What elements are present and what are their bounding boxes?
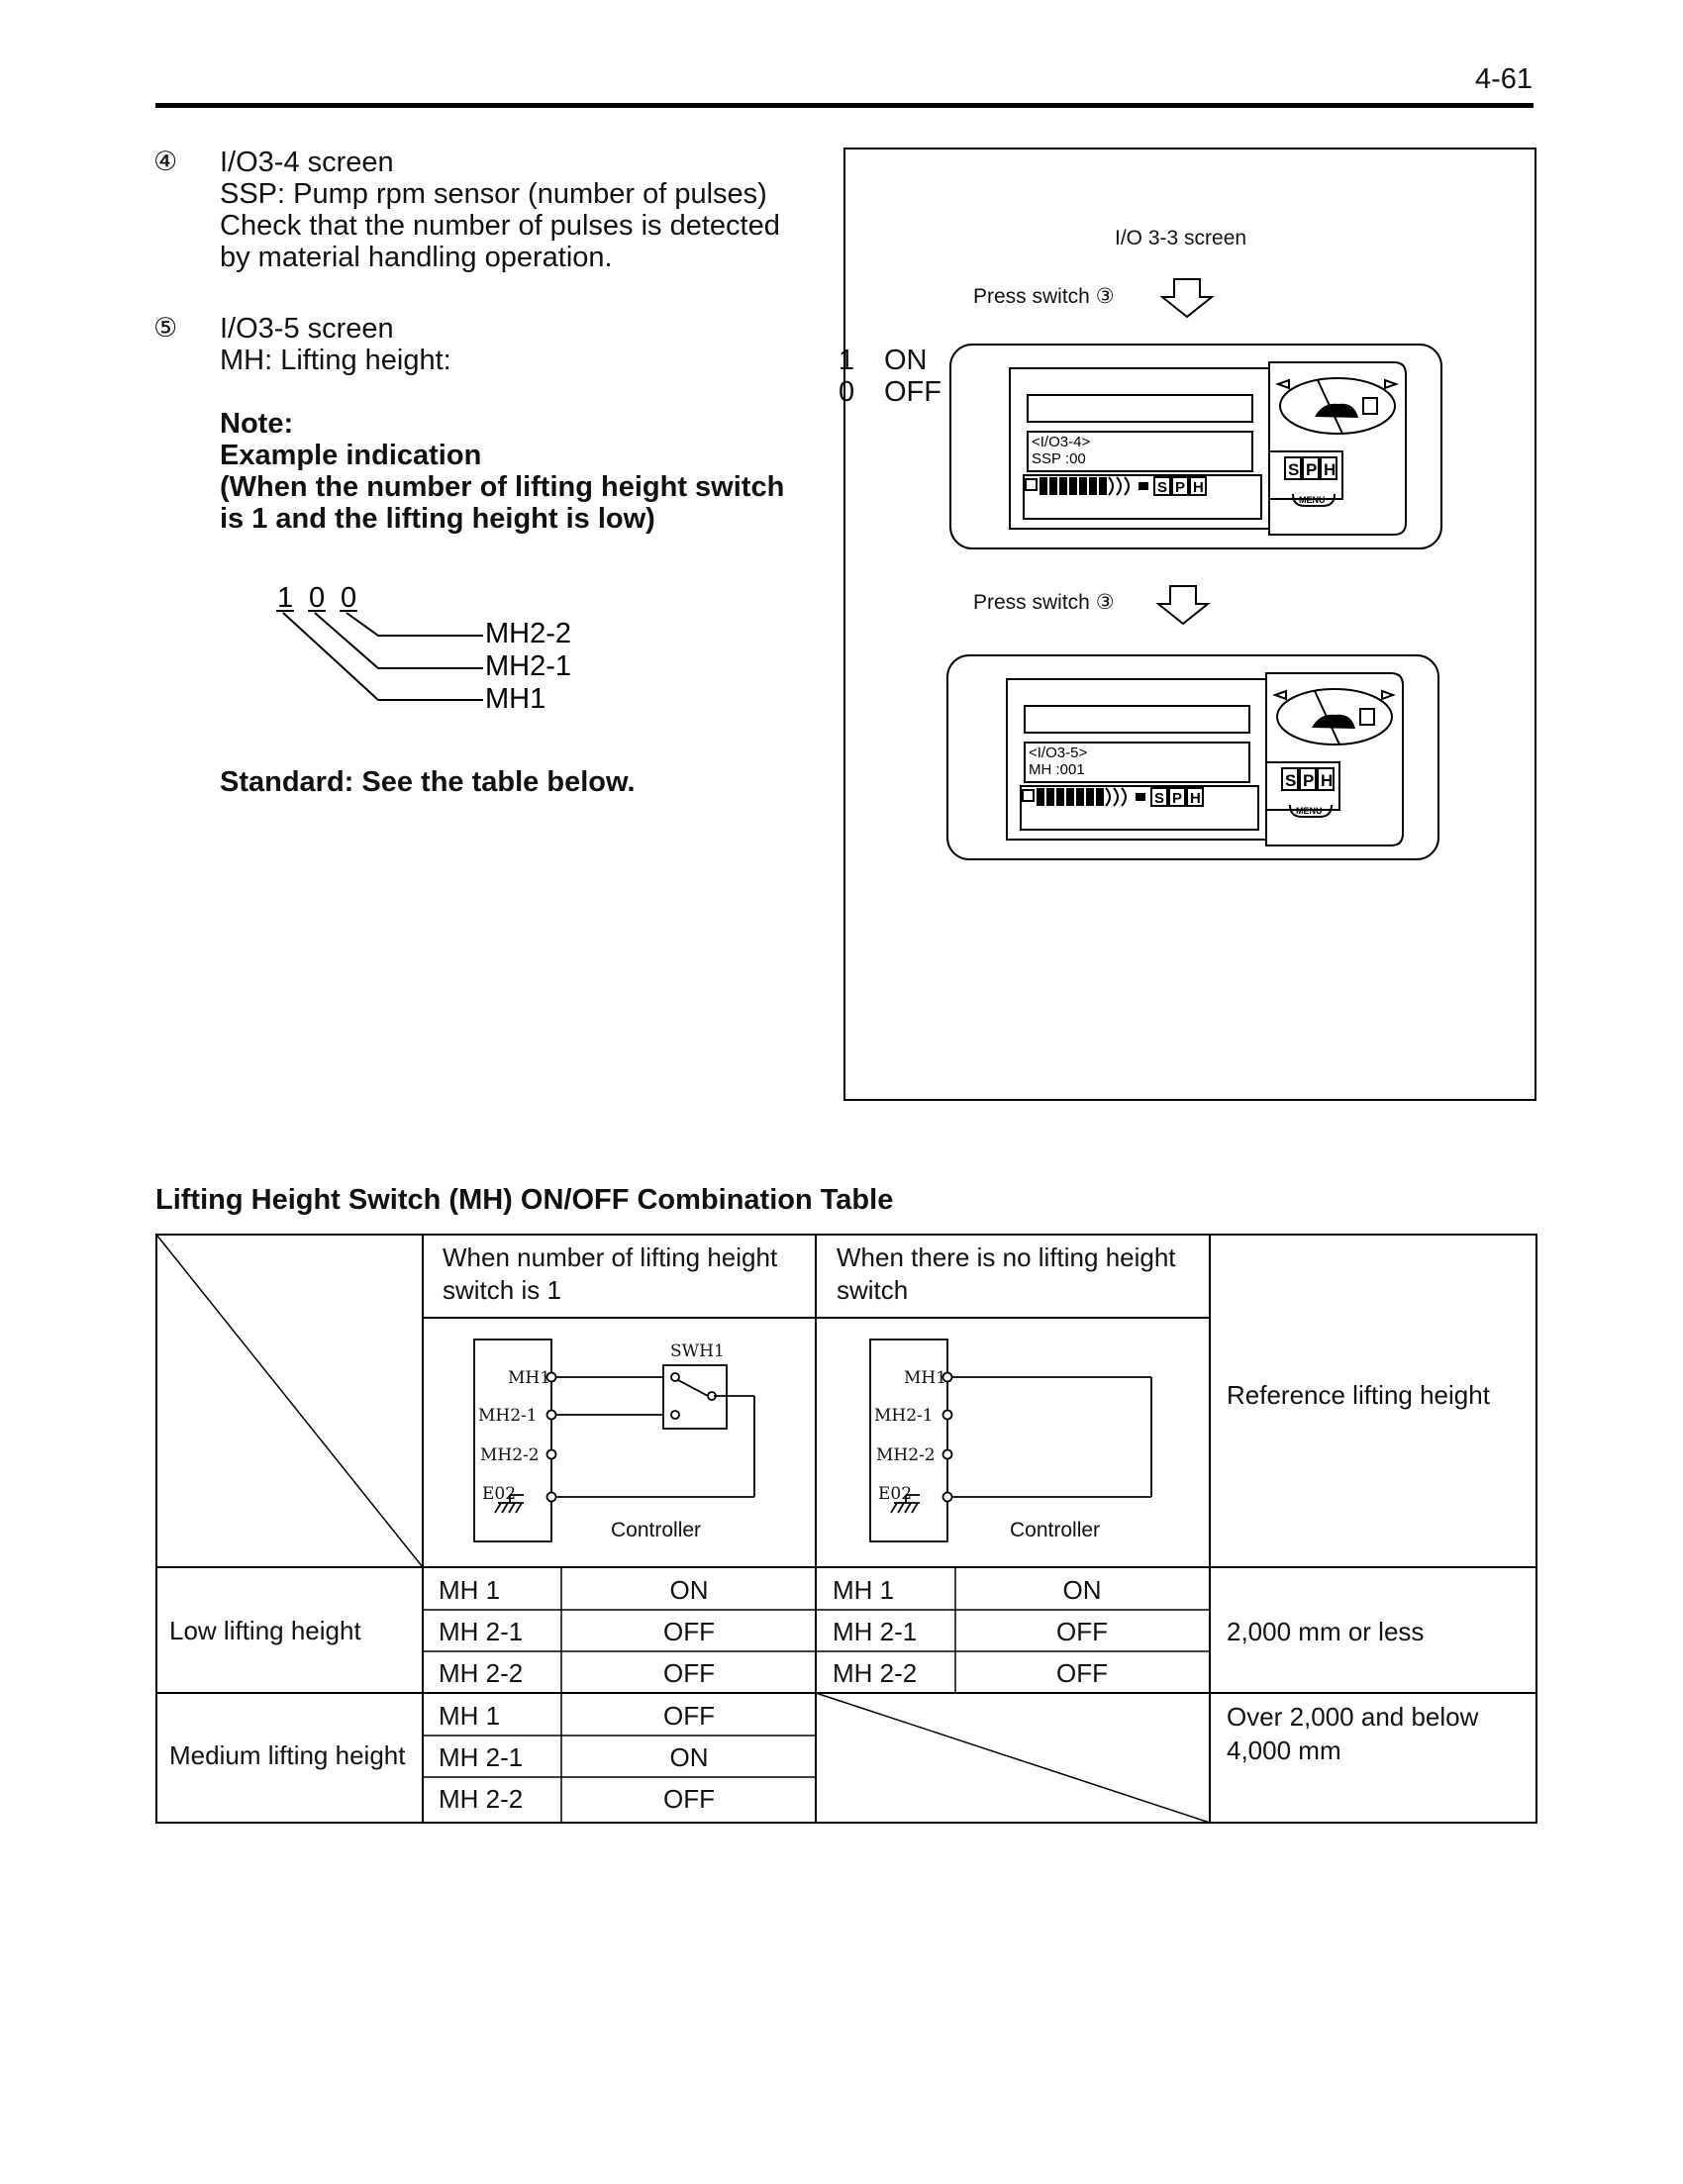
col2-header-line2: switch [837, 1275, 909, 1305]
press-switch-2: Press switch ③ [973, 591, 1115, 614]
press-switch-1: Press switch ③ [973, 285, 1115, 308]
col2-header-line1: When there is no lifting height [837, 1242, 1176, 1272]
note-line-1: Example indication [220, 440, 482, 471]
header-rule [155, 103, 1534, 108]
label-mh2-1: MH2-1 [485, 650, 572, 682]
bit-example-diagram [267, 580, 594, 719]
low-col2-mh21-state: OFF [1056, 1617, 1108, 1646]
c1-term-mh22: MH2-2 [480, 1445, 540, 1465]
low-col2-mh22-name: MH 2-2 [833, 1658, 918, 1688]
empty-cell-diagonal [816, 1693, 1210, 1823]
svg-text:H: H [1190, 790, 1201, 807]
c2-term-mh22: MH2-2 [876, 1445, 936, 1465]
page-number: 4-61 [1475, 63, 1534, 95]
turtle-icon [1312, 715, 1355, 729]
item-4-ssp: SSP: Pump rpm sensor (number of pulses) [220, 178, 767, 210]
circuit-without-switch [870, 1340, 1151, 1541]
low-col1-mh22-name: MH 2-2 [439, 1658, 524, 1688]
turtle-icon [1315, 404, 1358, 418]
down-arrow-icon [1156, 584, 1212, 628]
note-line-3: is 1 and the lifting height is low) [220, 503, 655, 535]
item-io3-5 [153, 313, 941, 535]
svg-text:P: P [1175, 479, 1186, 496]
note-line-2: (When the number of lifting height switch [220, 471, 785, 503]
mh-combination-table [155, 1234, 1537, 1828]
row-medium-label: Medium lifting height [169, 1740, 406, 1770]
c2-term-e02: E02 [878, 1484, 913, 1504]
item-io3-4 [153, 147, 846, 273]
med-col1-mh21-name: MH 2-1 [439, 1742, 524, 1772]
circuit-with-switch [474, 1340, 754, 1541]
low-col2-mh1-state: ON [1062, 1575, 1102, 1605]
svg-text:P: P [1172, 790, 1183, 807]
svg-text:S: S [1154, 790, 1165, 807]
low-col2-mh21-name: MH 2-1 [833, 1617, 918, 1646]
item-4-marker: ④ [153, 147, 178, 177]
item-5-title: I/O3-5 screen [220, 313, 394, 345]
menu-label: MENU [1296, 806, 1323, 816]
label-mh1: MH1 [485, 683, 546, 715]
screen1-line2: SSP :00 [1032, 450, 1086, 467]
med-col1-mh1-state: OFF [663, 1701, 715, 1731]
digit-2: 0 [309, 582, 326, 614]
low-col2-mh1-name: MH 1 [833, 1575, 895, 1605]
label-mh2-2: MH2-2 [485, 618, 572, 649]
value-on: 1 ON [839, 345, 928, 376]
svg-text:S: S [1157, 479, 1168, 496]
item-5-mh-label: MH: Lifting height: [220, 345, 451, 376]
ref-header: Reference lifting height [1227, 1380, 1490, 1410]
screen2-line2: MH :001 [1029, 761, 1085, 778]
standard-note: Standard: See the table below. [220, 766, 636, 798]
c1-controller-label: Controller [611, 1519, 702, 1541]
svg-text:S: S [1288, 460, 1300, 479]
svg-text:S: S [1285, 771, 1297, 790]
svg-text:P: P [1306, 460, 1318, 479]
c2-term-mh21: MH2-1 [874, 1406, 934, 1426]
bar-gauge-icon [1037, 788, 1104, 806]
low-col1-mh1-name: MH 1 [439, 1575, 501, 1605]
corner-diagonal [156, 1235, 423, 1567]
display-unit-io3-4 [948, 343, 1445, 552]
display-unit-io3-5 [945, 653, 1442, 863]
menu-label: MENU [1299, 495, 1326, 505]
digit-1: 1 [277, 582, 294, 614]
io3-3-screen-label: I/O 3-3 screen [1115, 227, 1247, 249]
svg-text:P: P [1303, 771, 1315, 790]
c1-term-mh1: MH1 [508, 1368, 551, 1388]
low-col1-mh21-state: OFF [663, 1617, 715, 1646]
down-arrow-icon [1160, 277, 1216, 321]
row-low-label: Low lifting height [169, 1616, 361, 1645]
screen2-line1: <I/O3-5> [1029, 745, 1088, 761]
value-off: 0 OFF [839, 376, 941, 408]
med-col1-mh1-name: MH 1 [439, 1701, 501, 1731]
item-4-desc-1: Check that the number of pulses is detected [220, 210, 780, 242]
col1-header-line2: switch is 1 [443, 1275, 561, 1305]
col1-header-line1: When number of lifting height [443, 1242, 778, 1272]
digit-3: 0 [341, 582, 357, 614]
low-col1-mh1-state: ON [669, 1575, 709, 1605]
med-col1-mh21-state: ON [669, 1742, 709, 1772]
switch-label: SWH1 [670, 1341, 725, 1361]
low-col1-mh22-state: OFF [663, 1658, 715, 1688]
c2-term-mh1: MH1 [904, 1368, 947, 1388]
item-5-marker: ⑤ [153, 313, 178, 344]
c1-term-e02: E02 [482, 1484, 517, 1504]
svg-text:H: H [1193, 479, 1204, 496]
med-col1-mh22-state: OFF [663, 1784, 715, 1814]
table-title: Lifting Height Switch (MH) ON/OFF Combination Table [155, 1184, 894, 1216]
low-col2-mh22-state: OFF [1056, 1658, 1108, 1688]
med-ref-height-line1: Over 2,000 and below [1227, 1702, 1479, 1732]
item-4-desc-2: by material handling operation. [220, 242, 613, 273]
c1-term-mh21: MH2-1 [478, 1406, 538, 1426]
item-4-title: I/O3-4 screen [220, 147, 394, 178]
low-col1-mh21-name: MH 2-1 [439, 1617, 524, 1646]
bar-gauge-icon [1040, 477, 1107, 495]
c2-controller-label: Controller [1010, 1519, 1101, 1541]
low-ref-height: 2,000 mm or less [1227, 1617, 1425, 1646]
screen1-line1: <I/O3-4> [1032, 434, 1091, 450]
med-col1-mh22-name: MH 2-2 [439, 1784, 524, 1814]
med-ref-height-line2: 4,000 mm [1227, 1736, 1341, 1765]
svg-text:H: H [1324, 460, 1336, 479]
svg-text:H: H [1321, 771, 1334, 790]
note-heading: Note: [220, 408, 294, 440]
